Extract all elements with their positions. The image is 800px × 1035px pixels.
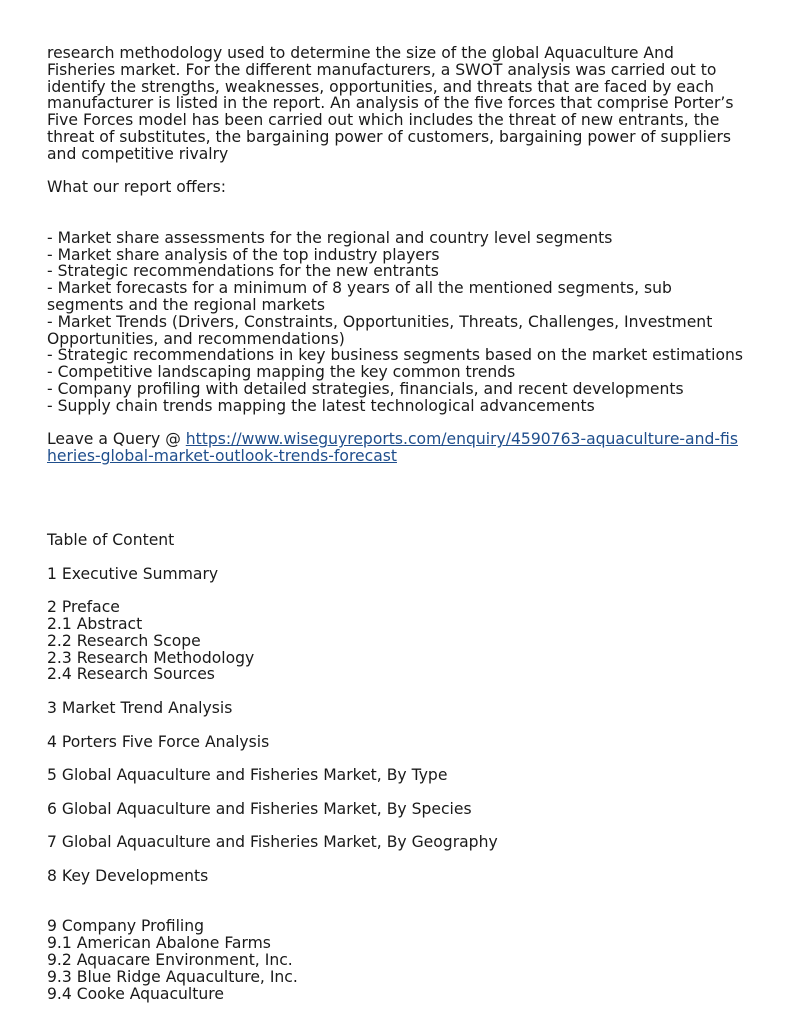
toc-subsection: 2.4 Research Sources (47, 665, 215, 684)
toc-heading: Table of Content (47, 531, 175, 550)
offer-item: - Strategic recommendations for the new entrants (47, 262, 439, 281)
toc-section: 7 Global Aquaculture and Fisheries Market, By Geography (47, 833, 498, 852)
offer-item: - Market forecasts for a minimum of 8 years of all the mentioned segments, sub segments and the regional markets (47, 279, 672, 314)
document-page (47, 45, 747, 1002)
toc-subsection: 9.3 Blue Ridge Aquaculture, Inc. (47, 967, 298, 986)
spacer (47, 750, 747, 767)
spacer (47, 196, 747, 230)
intro-paragraph: research methodology used to determine the size of the global Aquaculture And Fisheries market. For the different manufacturers, a SWOT analysis was carried out to identify the strengths, weaknesses, opportunities, and threats that are faced by each manufacturer is listed in the report. An analysis of the five forces that comprise Porter’s Five Forces model has been carried out which includes the threat of new entrants, the threat of substitutes, the bargaining power of customers, bargaining power of suppliers and competitive rivalry (47, 44, 734, 163)
toc-section: 2 Preface (47, 598, 120, 617)
spacer (47, 717, 747, 734)
spacer (47, 583, 747, 600)
toc-section-group (47, 918, 747, 1002)
spacer (47, 465, 747, 532)
offers-heading: What our report offers: (47, 178, 226, 197)
offer-item: - Company profiling with detailed strategies, financials, and recent developments (47, 379, 684, 398)
enquiry-link[interactable]: https://www.wiseguyreports.com/enquiry/4590763-aquaculture-and-fisheries-global-market-outlook-trends-forecast (47, 430, 738, 466)
spacer (47, 415, 747, 432)
offer-item: - Strategic recommendations in key business segments based on the market estimations (47, 346, 744, 365)
toc-subsection: 2.3 Research Methodology (47, 648, 255, 667)
spacer (47, 683, 747, 700)
toc-section: 3 Market Trend Analysis (47, 699, 233, 718)
offer-item: - Competitive landscaping mapping the key common trends (47, 363, 516, 382)
toc-section: 1 Executive Summary (47, 564, 219, 583)
offers-list (47, 230, 747, 415)
toc-subsection: 2.2 Research Scope (47, 631, 201, 650)
toc-section: 8 Key Developments (47, 867, 209, 886)
toc-section: 9 Company Profiling (47, 917, 205, 936)
spacer (47, 885, 747, 919)
toc-section: 5 Global Aquaculture and Fisheries Market, By Type (47, 766, 448, 785)
offer-item: - Supply chain trends mapping the latest technological advancements (47, 396, 595, 415)
spacer (47, 163, 747, 180)
toc-section: 4 Porters Five Force Analysis (47, 732, 270, 751)
spacer (47, 818, 747, 835)
query-line (47, 431, 747, 465)
query-prefix: Leave a Query @ (47, 430, 186, 449)
offer-item: - Market Trends (Drivers, Constraints, Opportunities, Threats, Challenges, Investment Opportunities, and recommendations) (47, 312, 713, 348)
toc-section-group (47, 599, 747, 683)
spacer (47, 549, 747, 566)
toc-subsection: 9.2 Aquacare Environment, Inc. (47, 951, 293, 970)
toc-section: 6 Global Aquaculture and Fisheries Market, By Species (47, 799, 472, 818)
toc-subsection: 9.1 American Abalone Farms (47, 934, 271, 953)
toc-subsection: 9.4 Cooke Aquaculture (47, 984, 224, 1003)
toc-subsection: 2.1 Abstract (47, 615, 143, 634)
offer-item: - Market share assessments for the regional and country level segments (47, 228, 613, 247)
spacer (47, 851, 747, 868)
spacer (47, 784, 747, 801)
offer-item: - Market share analysis of the top industry players (47, 245, 440, 264)
